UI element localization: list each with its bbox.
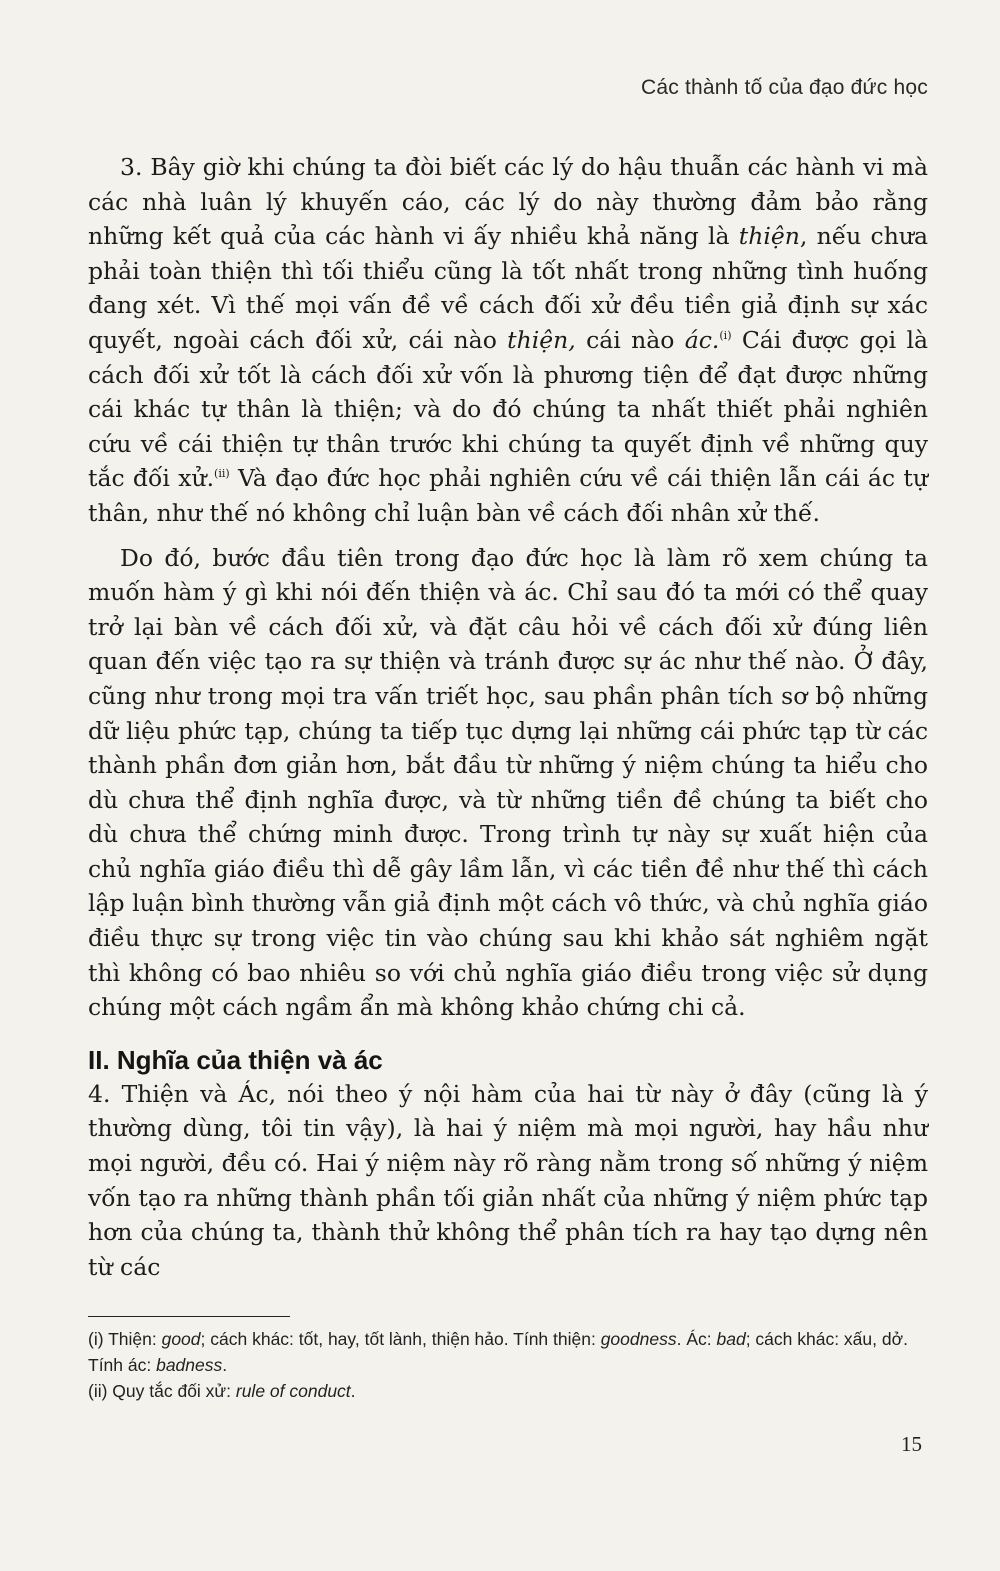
- footnotes: [88, 1326, 928, 1404]
- italic-term: badness: [156, 1355, 223, 1375]
- footnote-ii: [88, 1378, 928, 1404]
- italic-term: thiện,: [507, 325, 576, 354]
- text-run: , nếu chưa phải toàn thiện thì tối thiểu cũng là tốt nhất trong những tình huống đang xét. Vì thế mọi vấn đề về cách đối xử đều tiền giả định sự xác quyết, ngoài cách đối xử, cái nào: [88, 222, 928, 354]
- paragraph-3: [88, 150, 928, 531]
- text-run: Và đạo đức học phải nghiên cứu về cái thiện lẫn cái ác tự thân, như thế nó không chỉ luận bàn về cách đối nhân xử thế.: [88, 464, 928, 527]
- text-run: .: [222, 1355, 228, 1375]
- footnote-i: [88, 1326, 928, 1378]
- text-run: cái nào: [575, 325, 685, 354]
- italic-term: ác.: [684, 325, 720, 354]
- section-heading: II. Nghĩa của thiện và ác: [88, 1044, 383, 1075]
- text-run: (ii) Quy tắc đối xử:: [88, 1381, 236, 1401]
- main-text: [88, 150, 928, 1284]
- text-run: (i) Thiện:: [88, 1329, 162, 1349]
- text-run: ; cách khác: xấu, dở. Tính ác:: [88, 1329, 908, 1375]
- running-header-title: Các thành tố của đạo đức học: [640, 76, 928, 99]
- italic-term: bad: [716, 1329, 746, 1349]
- text-run: 3. Bây giờ khi chúng ta đòi biết các lý do hậu thuẫn các hành vi mà các nhà luân lý khuyến cáo, các lý do này thường đảm bảo rằng những kết quả của các hành vi ấy nhiều khả năng là: [88, 153, 928, 251]
- paragraph-do-do: Do đó, bước đầu tiên trong đạo đức học là làm rõ xem chúng ta muốn hàm ý gì khi nói đến thiện và ác. Chỉ sau đó ta mới có thể quay trở lại bàn về cách đối xử, và đặt câu hỏi về cách đối xử đúng liên quan đến việc tạo ra sự thiện và tránh được sự ác như thế nào. Ở đây, cũng như trong mọi tra vấn triết học, sau phần phân tích sơ bộ những dữ liệu phức tạp, chúng ta tiếp tục dựng lại những cái phức tạp từ các thành phần đơn giản hơn, bắt đầu từ những ý niệm chúng ta hiểu cho dù chưa thể định nghĩa được, và từ những tiền đề chúng ta biết cho dù chưa thể chứng minh được. Trong trình tự này sự xuất hiện của chủ nghĩa giáo điều thì dễ gây lầm lẫn, vì các tiền đề như thế thì cách lập luận bình thường vẫn giả định một cách vô thức, và chủ nghĩa giáo điều thực sự trong việc tin vào chúng sau khi khảo sát nghiêm ngặt thì không có bao nhiêu so với chủ nghĩa giáo điều trong việc sử dụng chúng một cách ngầm ẩn mà không khảo chứng chi cả.: [88, 543, 928, 1022]
- paragraph-4: 4. Thiện và Ác, nói theo ý nội hàm của hai từ này ở đây (cũng là ý thường dùng, tôi tin vậy), là hai ý niệm mà mọi người, hay hầu như mọi người, đều có. Hai ý niệm này rõ ràng nằm trong số những ý niệm vốn tạo ra những thành phần tối giản nhất của những ý niệm phức tạp hơn của chúng ta, thành thử không thể phân tích ra hay tạo dựng nên từ các: [88, 1079, 928, 1281]
- italic-term: goodness: [600, 1329, 677, 1349]
- text-run: ; cách khác: tốt, hay, tốt lành, thiện hảo. Tính thiện:: [200, 1329, 601, 1349]
- text-run: Cái được gọi là cách đối xử tốt là cách đối xử vốn là phương tiện để đạt được những cái khác tự thân là thiện; và do đó chúng ta nhất thiết phải nghiên cứu về cái thiện tự thân trước khi chúng ta quyết định về những quy tắc đối xử.: [88, 325, 929, 493]
- italic-term: thiện: [738, 222, 800, 251]
- page-number: 15: [901, 1432, 922, 1456]
- footnote-ref-i: (i): [719, 328, 732, 342]
- italic-term: rule of conduct: [235, 1381, 351, 1401]
- footnote-ref-ii: (ii): [214, 467, 230, 481]
- footnote-divider: [88, 1316, 290, 1317]
- text-run: .: [350, 1381, 356, 1401]
- italic-term: good: [161, 1329, 201, 1349]
- text-run: . Ác:: [676, 1329, 717, 1349]
